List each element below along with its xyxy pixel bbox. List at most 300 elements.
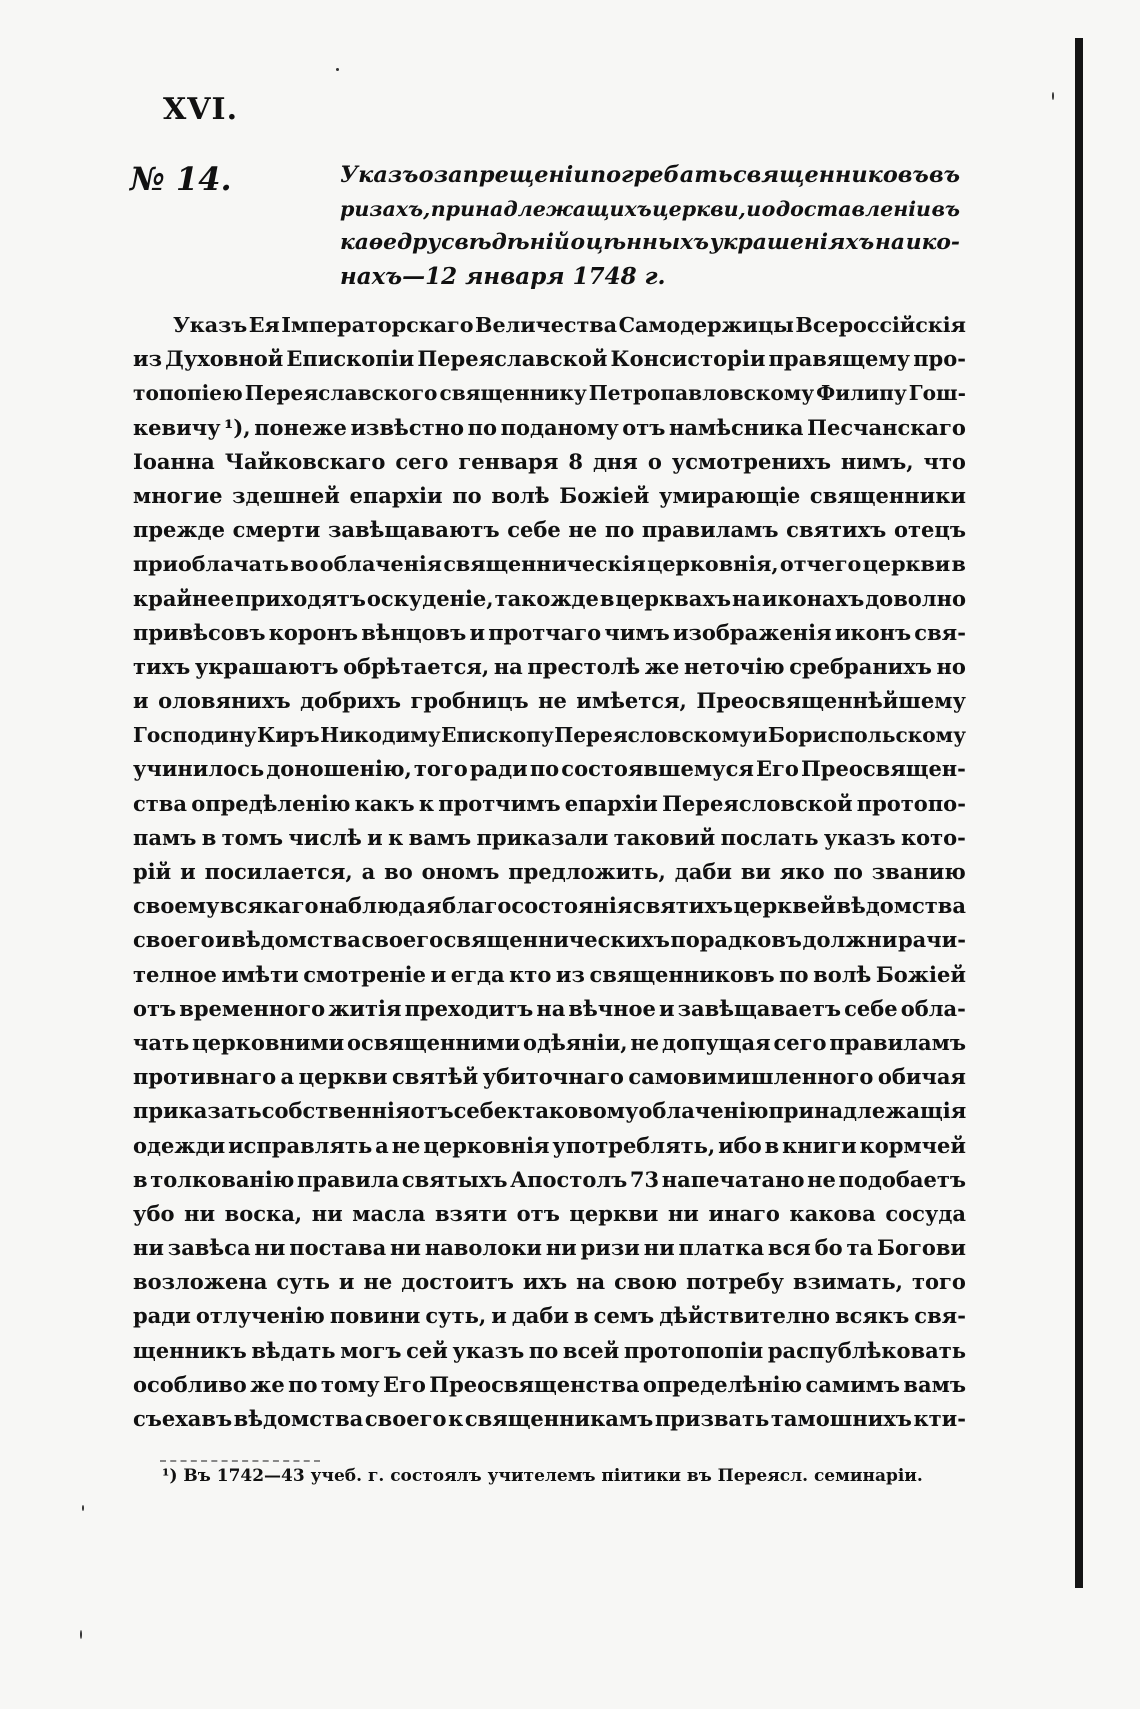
word: суть [276,1269,330,1295]
word: Божіей [875,961,966,987]
word: погребать [589,162,733,188]
word: Петропавловскому [588,381,815,406]
word: свя- [914,1303,966,1329]
word: воска, [224,1200,303,1226]
word: вѣдомства [836,893,966,919]
word: вѣдомства [231,927,361,953]
body-line [133,855,966,889]
word: ни [390,1235,421,1261]
word: протопопіи [623,1337,764,1363]
word: особливо [133,1371,247,1397]
word: томъ [221,824,284,850]
word: принадлежащихъ [430,197,652,221]
body-line [133,411,966,445]
word: в [201,824,217,850]
word: привѣсовъ [133,619,266,645]
word: 8 [568,448,583,474]
word: о [647,448,662,474]
word: завѣщаваетъ [677,995,842,1021]
word: ни [311,1200,343,1226]
word: наволоки [424,1235,542,1261]
word: взяти [434,1200,508,1226]
body-line [133,1231,966,1265]
word: и [133,688,149,714]
body-text [133,308,966,1436]
word: вамъ [408,824,472,850]
body-line [133,1129,966,1163]
word: церковними [192,1029,345,1055]
page-number: XVI. [163,92,239,127]
word: одежди [133,1132,226,1158]
body-line [133,958,966,992]
word: цѣнныхъ [585,230,709,255]
body-line [133,1265,966,1299]
word: церквахъ [615,585,731,611]
word: Ея [248,313,280,337]
word: о [761,197,776,221]
word: топопіею [133,381,243,406]
word: к [418,790,435,816]
word: рачи- [897,927,966,953]
word: и [215,927,231,953]
word: того [912,1269,966,1295]
word: святѣй [391,1064,479,1090]
body-line [133,684,966,718]
title-line [340,226,960,260]
word: указъ [452,1337,525,1363]
word: умирающіе [659,482,801,508]
word: чимъ [604,619,670,645]
word: благосостоянія [442,893,633,919]
word: потребу [686,1269,784,1295]
scan-speck [336,68,339,71]
word: сосуда [885,1200,966,1226]
word: таковий [613,824,716,850]
word: ни [254,1235,286,1261]
word: убо [133,1200,175,1226]
word: извѣстно [350,414,464,440]
word: а [280,1064,295,1090]
word: священнику [439,381,587,406]
word: каѳедру [340,230,441,255]
word: иконъ [834,619,912,645]
word: здешней [232,482,340,508]
word: доволно [865,585,966,611]
word: не [568,517,598,543]
word: а [361,859,376,884]
body-line [133,1094,966,1128]
scan-speck [80,1630,82,1639]
word: напечатано [661,1166,805,1192]
word: же [250,1371,285,1397]
word: Апостолъ [510,1166,628,1192]
word: отъ [622,414,666,440]
word: дѣйствително [659,1303,831,1329]
word: о [570,230,586,255]
word: взимать, [792,1269,903,1295]
word: состоявшемуся [561,756,754,782]
word: ни [643,1235,675,1261]
word: Преосвящен- [800,756,966,782]
word: сего [395,448,449,474]
word: самимъ [805,1371,901,1397]
word: отлученію [195,1303,325,1329]
word: смотреніе [303,961,427,987]
word: волѣ [491,482,550,508]
word: священническія [443,552,646,577]
word: в [574,1303,589,1329]
word: инаго [708,1200,780,1226]
word: Іоанна [133,448,215,474]
word: могъ [340,1337,402,1363]
word: что [923,448,966,474]
word: противнаго [133,1064,277,1090]
word: Киръ [257,723,320,748]
word: доношенію, [266,756,412,782]
word: себе [507,517,561,543]
word: во [384,859,413,884]
word: Никодиму [320,723,441,748]
word: епархіи [349,482,443,508]
word: вѣнцовъ [361,619,467,645]
word: Самодержицы [618,313,794,337]
word: по [529,756,560,782]
word: 73 [629,1166,660,1192]
document-title [340,158,960,294]
body-line [133,1334,966,1368]
word: имѣется, [576,688,687,714]
word: Імператорскаго [281,313,474,337]
word: коронъ [268,619,359,645]
word: чать [133,1029,190,1055]
word: усмотренихъ [671,448,831,474]
word: наблюдая [319,893,442,919]
word: Всероссійскія [795,313,966,337]
word: в [764,1132,780,1158]
word: к [388,824,404,850]
word: Переяславской [417,346,608,372]
body-line [133,787,966,821]
word: всей [562,1337,620,1363]
word: предложить, [508,859,666,884]
document-number: № 14. [130,160,232,198]
word: к [507,1098,523,1124]
word: книги [782,1132,857,1158]
word: по [833,859,863,884]
word: приказали [476,824,609,850]
word: церкви [862,552,951,577]
word: не [363,1269,393,1295]
word: не [391,1132,421,1158]
word: на [731,585,761,611]
word: вся [767,1235,811,1261]
word: Консисторіи [610,346,766,372]
word: ни [184,1200,216,1226]
word: не [630,1029,660,1055]
body-line [133,650,966,684]
word: из [555,961,585,987]
word: семъ [593,1303,655,1329]
word: подобаетъ [838,1166,966,1192]
word: таковому [522,1098,639,1124]
page-edge-rule [1075,38,1083,1588]
body-line [133,376,966,410]
word: смерти [232,517,321,543]
word: даби [674,859,732,884]
word: масла [352,1200,426,1226]
word: волѣ [813,961,872,987]
body-line [133,992,966,1026]
word: священники [809,482,966,508]
word: Духовной [165,346,284,372]
word: Преосвященнѣйшему [696,688,966,714]
word: отчего [779,552,862,577]
word: своему [133,893,220,919]
word: и [658,995,675,1021]
word: священниковъ [732,162,929,188]
word: определѣнію [642,1371,803,1397]
word: Епископу [441,723,554,748]
word: и [469,619,486,645]
scan-speck [82,1505,84,1511]
word: щенникъ [133,1337,247,1363]
body-line [133,1368,966,1402]
word: завѣса [167,1235,251,1261]
word: даби [511,1303,569,1329]
word: Епископіи [286,346,415,372]
word: нимъ, [840,448,914,474]
word: неточію [683,653,785,679]
word: того [413,756,468,782]
word: оловянихъ [158,688,291,714]
word: освященними [347,1029,521,1055]
word: святихъ [632,893,734,919]
word: иконахъ [761,585,865,611]
word: исправлять [228,1132,373,1158]
word: церквей [733,893,836,919]
word: Господину [133,723,257,748]
word: поданому [500,414,619,440]
body-line [133,445,966,479]
word: правиламъ [641,517,779,543]
body-line [133,889,966,923]
word: преходитъ [404,995,534,1021]
word: о [418,162,434,188]
word: церкви, [652,197,746,221]
word: Песчанскаго [807,414,966,440]
word: учинилось [133,756,265,782]
title-line: нахъ—12 января 1748 г. [340,263,666,290]
word: ни [667,1200,699,1226]
word: Богови [877,1235,966,1261]
word: Указъ [340,162,419,188]
body-line [133,1163,966,1197]
word: должни [802,927,898,953]
word: Величества [475,313,618,337]
word: на [493,653,523,679]
word: суть, [425,1303,487,1329]
word: но [936,653,966,679]
word: во [290,552,319,577]
word: прежде [133,517,225,543]
word: числѣ [288,824,362,850]
word: в [133,1166,148,1192]
body-line [133,582,966,616]
word: ства [133,790,187,816]
word: принадлежащія [768,1098,967,1124]
word: Переясловской [662,790,853,816]
word: Божіей [559,482,650,508]
word: въ [929,162,960,188]
word: священниковъ [589,961,775,987]
word: кормчей [859,1132,966,1158]
word: епархіи [564,790,658,816]
word: себе [453,1098,508,1124]
word: своего [133,927,215,953]
word: запрещеніи [433,162,590,188]
word: церкви [298,1064,388,1090]
word: сего [773,1029,827,1055]
word: егда [450,961,505,987]
word: вѣчное [568,995,656,1021]
word: же [644,653,680,679]
body-line [133,308,966,342]
body-line [133,1026,966,1060]
word: гробницъ [410,688,529,714]
word: постава [289,1235,387,1261]
word: Его [755,756,799,782]
word: самовимишленного [628,1064,874,1090]
body-line [133,1060,966,1094]
word: званию [871,859,966,884]
word: не [807,1166,836,1192]
word: крайнее [133,585,235,611]
word: протчимъ [438,790,561,816]
word: кевичу [133,414,221,440]
word: обрѣтается, [343,653,490,679]
word: и [752,723,768,748]
body-line [133,479,966,513]
word: обла- [900,995,966,1021]
word: и [338,1269,355,1295]
word: всякъ [835,1303,910,1329]
word: послать [720,824,819,850]
body-line [133,821,966,855]
word: священникамъ [464,1406,654,1431]
word: порадковъ [670,927,802,953]
word: кти- [913,1406,966,1431]
word: ни [133,1235,164,1261]
word: в [599,585,615,611]
word: повини [329,1303,421,1329]
word: собственнія [261,1098,411,1124]
word: опредѣленію [191,790,351,816]
word: кото- [900,824,966,850]
word: свою [614,1269,678,1295]
word: Чайковскаго [224,448,386,474]
word: рій [133,859,172,884]
word: на [536,995,566,1021]
word: отецъ [893,517,966,543]
word: Его [382,1371,426,1397]
word: Указъ [173,313,248,337]
body-line [133,513,966,547]
footnote: ¹) Въ 1742—43 учеб. г. состоялъ учителемъ піитики въ Переясл. семинаріи. [162,1466,923,1486]
word: многие [133,482,223,508]
word: своего [361,927,444,953]
word: памъ [133,824,197,850]
word: украшаютъ [194,653,339,679]
word: тихъ [133,653,191,679]
word: Переяславского [244,381,438,406]
word: не [538,688,567,714]
word: на [576,1269,606,1295]
word: своего [364,1406,447,1431]
word: ибо [718,1132,762,1158]
word: Бориспольскому [767,723,966,748]
word: церкви [569,1200,659,1226]
word: ради [133,1303,191,1329]
word: возложена [133,1269,268,1295]
word: ¹), [224,414,251,440]
word: житія [328,995,402,1021]
word: и [430,961,447,987]
scan-speck [1052,92,1054,100]
word: а [375,1132,389,1158]
word: священническихъ [443,927,670,953]
word: ризахъ, [340,197,431,221]
word: толкованію [150,1166,295,1192]
body-line [133,752,966,786]
word: приказать [133,1098,262,1124]
word: сребранихъ [789,653,932,679]
word: протопо- [856,790,966,816]
word: одѣяніи, [523,1029,628,1055]
body-line [133,1299,966,1333]
word: украшеніяхъ [709,230,875,255]
word: отъ [410,1098,454,1124]
word: и [180,859,196,884]
word: по [604,517,635,543]
word: сей [406,1337,448,1363]
title-line [340,158,960,192]
word: временного [179,995,326,1021]
word: указъ [823,824,896,850]
word: посилается, [204,859,353,884]
word: престолѣ [527,653,641,679]
word: яко [779,859,825,884]
word: к [448,1406,464,1431]
word: правиламъ [829,1029,966,1055]
word: из [133,346,162,372]
body-line [133,718,966,752]
word: съехавъ [133,1406,233,1431]
word: ихъ [522,1269,568,1295]
word: имѣти [221,961,299,987]
word: свѣдѣній [441,230,570,255]
word: телное [133,961,217,987]
word: понеже [254,414,347,440]
word: правящему [768,346,911,372]
word: какъ [354,790,415,816]
word: облаченію [638,1098,769,1124]
word: свя- [914,619,966,645]
word: себе [844,995,898,1021]
word: отъ [516,1200,560,1226]
body-line [133,1197,966,1231]
word: ризи [580,1235,640,1261]
body-line [133,1402,966,1436]
